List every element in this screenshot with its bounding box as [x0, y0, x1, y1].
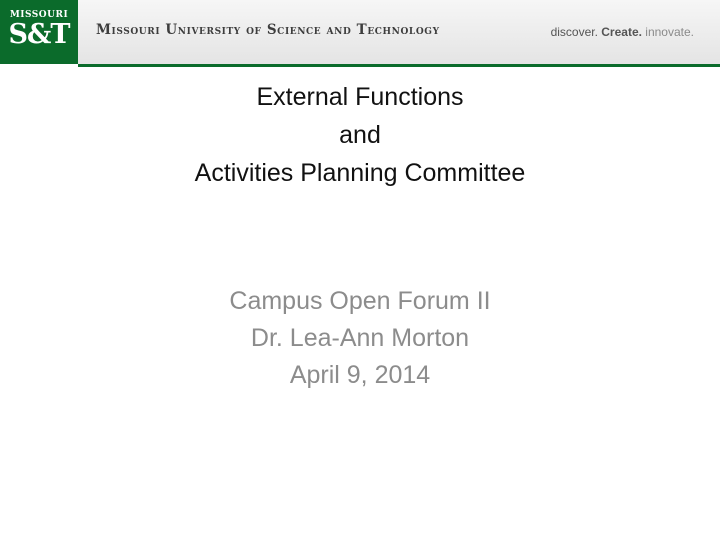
subtitle-line-2: Dr. Lea-Ann Morton	[250, 324, 470, 352]
tagline-innovate: innovate.	[645, 25, 694, 39]
header-band	[0, 0, 720, 64]
subtitle-line-1: Campus Open Forum II	[229, 287, 491, 315]
tagline-discover: discover.	[550, 25, 598, 39]
logo-top-text: MISSOURI	[9, 10, 69, 20]
tagline	[551, 25, 694, 39]
title-line-1: External Functions	[256, 83, 464, 111]
header-divider	[78, 64, 720, 67]
tagline-create: Create.	[601, 25, 642, 39]
title-line-2: and	[339, 121, 381, 149]
slide-subtitle	[0, 283, 720, 394]
slide-title	[0, 78, 720, 192]
university-logo	[0, 0, 78, 64]
title-line-3: Activities Planning Committee	[194, 159, 526, 187]
logo-main-text: S&T	[8, 19, 70, 50]
subtitle-line-3: April 9, 2014	[289, 361, 431, 389]
university-name: Missouri University of Science and Technology	[96, 22, 440, 38]
